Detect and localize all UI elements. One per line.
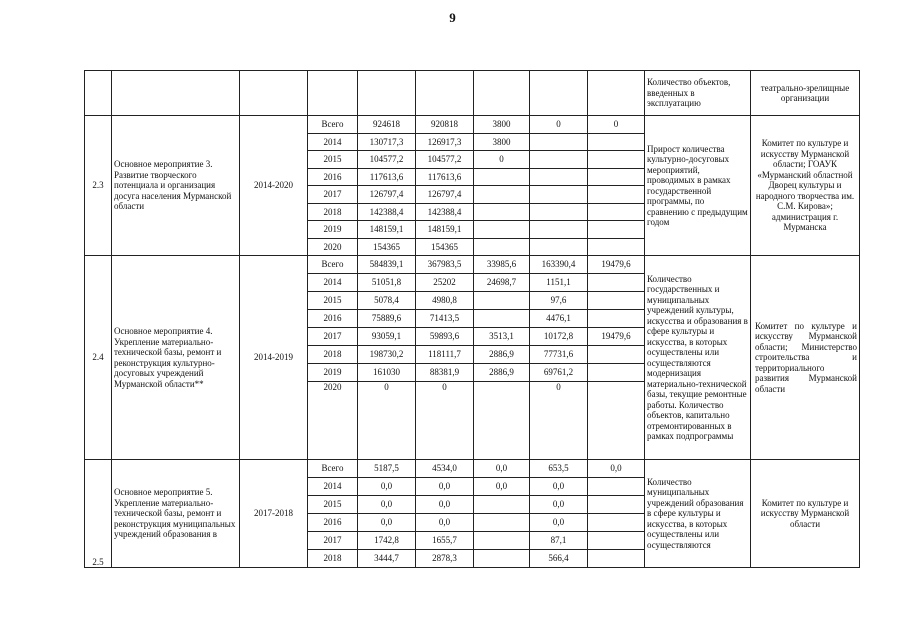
value-cell: 71413,5 [416,310,474,328]
value-cell: 77731,6 [530,346,588,364]
value-cell: 3444,7 [358,550,416,568]
year-cell: 2014 [308,274,358,292]
value-cell [588,186,645,204]
value-cell: 0,0 [474,478,530,496]
value-cell [588,496,645,514]
year-cell: 2015 [308,151,358,169]
value-cell: 126797,4 [358,186,416,204]
value-cell: 584839,1 [358,256,416,274]
value-cell: 0 [358,382,416,460]
year-cell: 2018 [308,550,358,568]
value-cell [474,186,530,204]
year-cell: 2020 [308,238,358,256]
value-cell [530,221,588,239]
executor-cell: Комитет по культуре и искусству Мурманской области; Министерство строительства и территориального развития Мурманской области [751,256,860,460]
value-cell: 142388,4 [416,203,474,221]
program-table [84,70,860,568]
year-cell: 2020 [308,382,358,460]
value-cell: 118111,7 [416,346,474,364]
value-cell: 51051,8 [358,274,416,292]
year-cell: 2019 [308,364,358,382]
value-cell [530,203,588,221]
value-cell [588,514,645,532]
value-cell: 3513,1 [474,328,530,346]
value-cell: 126797,4 [416,186,474,204]
value-cell [588,478,645,496]
value-cell: 117613,6 [416,168,474,186]
value-cell: 4476,1 [530,310,588,328]
value-cell [588,203,645,221]
value-cell: 0,0 [358,478,416,496]
value-cell [588,550,645,568]
value-cell: 93059,1 [358,328,416,346]
value-cell: 5187,5 [358,460,416,478]
value-cell: 75889,6 [358,310,416,328]
value-cell: 4534,0 [416,460,474,478]
year-cell: 2018 [308,346,358,364]
value-cell [588,274,645,292]
value-cell: 2886,9 [474,364,530,382]
value-cell [474,514,530,532]
value-cell [474,203,530,221]
year-cell: 2014 [308,133,358,151]
value-cell: 1655,7 [416,532,474,550]
period-cell: 2014-2019 [240,256,308,460]
table-body [85,71,860,568]
value-cell: 0,0 [416,496,474,514]
value-cell [474,310,530,328]
indicator-cell: Количество муниципальных учреждений образования в сфере культуры и искусства, в которых осуществлены или осуществляются [645,460,751,568]
value-cell [530,168,588,186]
year-cell: 2016 [308,310,358,328]
value-cell: 87,1 [530,532,588,550]
indicator-cell: Прирост количества культурно-досуговых мероприятий, проводимых в рамках государственной программы, по сравнению с предыдущим годом [645,116,751,256]
value-cell: 2878,3 [416,550,474,568]
value-cell: 924618 [358,116,416,134]
value-cell [530,238,588,256]
row-number: 2.4 [85,256,112,460]
value-cell: 0 [530,382,588,460]
value-cell: 161030 [358,364,416,382]
value-cell [588,310,645,328]
value-cell: 0,0 [588,460,645,478]
table-row [85,256,860,274]
value-cell: 154365 [358,238,416,256]
value-cell: 2886,9 [474,346,530,364]
value-cell: 0,0 [530,496,588,514]
indicator-cell: Количество объектов, введенных в эксплуатацию [645,71,751,116]
year-cell: 2017 [308,532,358,550]
year-cell: Всего [308,460,358,478]
year-cell: 2017 [308,186,358,204]
value-cell: 920818 [416,116,474,134]
value-cell: 126917,3 [416,133,474,151]
value-cell: 653,5 [530,460,588,478]
year-cell: 2017 [308,328,358,346]
value-cell: 0,0 [358,496,416,514]
value-cell: 0,0 [530,478,588,496]
value-cell: 0 [588,116,645,134]
value-cell: 148159,1 [358,221,416,239]
value-cell: 163390,4 [530,256,588,274]
value-cell: 0,0 [358,514,416,532]
value-cell: 3800 [474,116,530,134]
page-number: 9 [449,10,456,25]
value-cell [474,550,530,568]
value-cell: 24698,7 [474,274,530,292]
year-cell: 2018 [308,203,358,221]
value-cell: 0,0 [416,514,474,532]
value-cell [588,238,645,256]
value-cell [588,168,645,186]
value-cell [530,133,588,151]
value-cell: 1151,1 [530,274,588,292]
value-cell: 97,6 [530,292,588,310]
executor-cell: театрально-зрелищные организации [751,71,860,116]
value-cell: 1742,8 [358,532,416,550]
row-number: 2.5 [85,460,112,568]
value-cell: 0 [416,382,474,460]
value-cell: 104577,2 [358,151,416,169]
value-cell: 148159,1 [416,221,474,239]
value-cell [530,186,588,204]
value-cell [474,168,530,186]
activity-name: Основное мероприятие 3. Развитие творческого потенциала и организация досуга населения Мурманской области [112,116,240,256]
value-cell: 19479,6 [588,328,645,346]
value-cell: 0 [474,151,530,169]
executor-cell: Комитет по культуре и искусству Мурманской области [751,460,860,568]
value-cell [474,382,530,460]
executor-cell: Комитет по культуре и искусству Мурманской области; ГОАУК «Мурманский областной Дворец культуры и народного творчества им. С.М. Кирова»; администрация г. Мурманска [751,116,860,256]
value-cell: 25202 [416,274,474,292]
year-cell: 2019 [308,221,358,239]
value-cell: 154365 [416,238,474,256]
table-row-header-continuation [85,71,860,116]
value-cell: 367983,5 [416,256,474,274]
value-cell [588,151,645,169]
value-cell: 566,4 [530,550,588,568]
value-cell [588,382,645,460]
value-cell: 0,0 [416,478,474,496]
year-cell: 2016 [308,168,358,186]
activity-name: Основное мероприятие 4. Укрепление материально-технической базы, ремонт и реконструкция культурно-досуговых учреждений Мурманской области** [112,256,240,460]
value-cell: 19479,6 [588,256,645,274]
period-cell: 2014-2020 [240,116,308,256]
value-cell: 198730,2 [358,346,416,364]
value-cell: 59893,6 [416,328,474,346]
value-cell [588,133,645,151]
value-cell: 0 [530,116,588,134]
value-cell [474,496,530,514]
value-cell [588,532,645,550]
value-cell [474,238,530,256]
value-cell [474,532,530,550]
year-cell: 2015 [308,496,358,514]
value-cell [474,221,530,239]
table-row [85,460,860,478]
year-cell: 2015 [308,292,358,310]
value-cell [474,292,530,310]
year-cell: 2016 [308,514,358,532]
year-cell: Всего [308,116,358,134]
value-cell [588,292,645,310]
year-cell: Всего [308,256,358,274]
value-cell: 69761,2 [530,364,588,382]
indicator-cell: Количество государственных и муниципальных учреждений культуры, искусства и образования в сфере культуры и искусства, в которых осуществлены или осуществляются модернизация материально-технической базы, текущие ремонтные работы. Количество объектов, капитально отремонтированных в рамках подпрограммы [645,256,751,460]
value-cell: 117613,6 [358,168,416,186]
value-cell [588,221,645,239]
value-cell: 0,0 [474,460,530,478]
value-cell: 3800 [474,133,530,151]
value-cell [588,364,645,382]
table-row [85,116,860,134]
value-cell: 104577,2 [416,151,474,169]
value-cell [588,346,645,364]
row-number: 2.3 [85,116,112,256]
value-cell: 130717,3 [358,133,416,151]
year-cell: 2014 [308,478,358,496]
value-cell: 5078,4 [358,292,416,310]
value-cell: 88381,9 [416,364,474,382]
activity-name: Основное мероприятие 5. Укрепление материально-технической базы, ремонт и реконструкция муниципальных учреждений образования в [112,460,240,568]
value-cell: 142388,4 [358,203,416,221]
value-cell: 4980,8 [416,292,474,310]
value-cell: 0,0 [530,514,588,532]
value-cell: 33985,6 [474,256,530,274]
value-cell: 10172,8 [530,328,588,346]
value-cell [530,151,588,169]
period-cell: 2017-2018 [240,460,308,568]
